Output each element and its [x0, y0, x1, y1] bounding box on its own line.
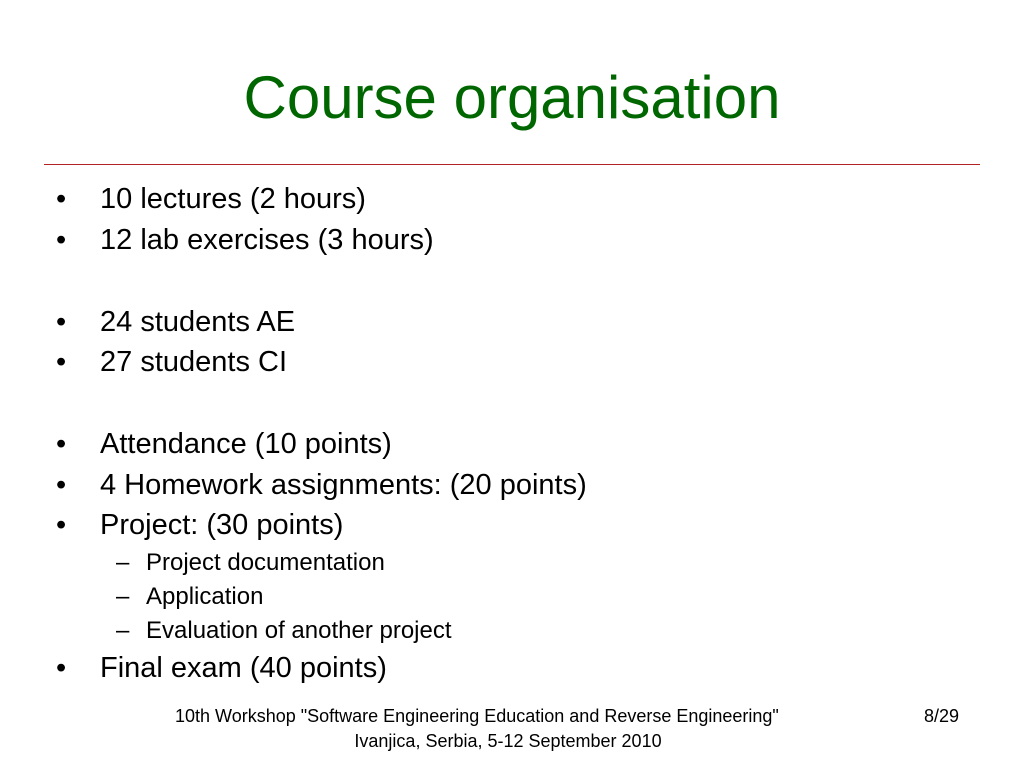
sub-bullet-marker: – [116, 617, 130, 644]
bullet-marker: • [56, 509, 67, 541]
sub-bullet-marker: – [116, 549, 130, 576]
slide-title: Course organisation [243, 64, 781, 131]
sub-bullet-text: Project documentation [146, 549, 385, 576]
bullet-marker: • [56, 652, 67, 684]
bullet-marker: • [56, 183, 67, 215]
bullet-text: Project: (30 points) [100, 509, 344, 541]
bullet-marker: • [56, 346, 67, 378]
bullet-text: 12 lab exercises (3 hours) [100, 224, 434, 256]
sub-bullet-text: Evaluation of another project [146, 617, 452, 644]
bullet-marker: • [56, 306, 67, 338]
page-number: 8/29 [924, 706, 960, 726]
sub-bullet-text: Application [146, 583, 264, 610]
footer-event-location: Ivanjica, Serbia, 5-12 September 2010 [354, 731, 662, 751]
bullet-text: 27 students CI [100, 346, 287, 378]
bullet-text: 10 lectures (2 hours) [100, 183, 366, 215]
bullet-marker: • [56, 224, 67, 256]
bullet-marker: • [56, 469, 67, 501]
bullet-text: Final exam (40 points) [100, 652, 387, 684]
bullet-text: 24 students AE [100, 306, 296, 338]
bullet-text: Attendance (10 points) [100, 428, 392, 460]
bullet-text: 4 Homework assignments: (20 points) [100, 469, 587, 501]
sub-bullet-marker: – [116, 583, 130, 610]
bullet-marker: • [56, 428, 67, 460]
footer-event-title: 10th Workshop "Software Engineering Education and Reverse Engineering" [175, 706, 779, 726]
